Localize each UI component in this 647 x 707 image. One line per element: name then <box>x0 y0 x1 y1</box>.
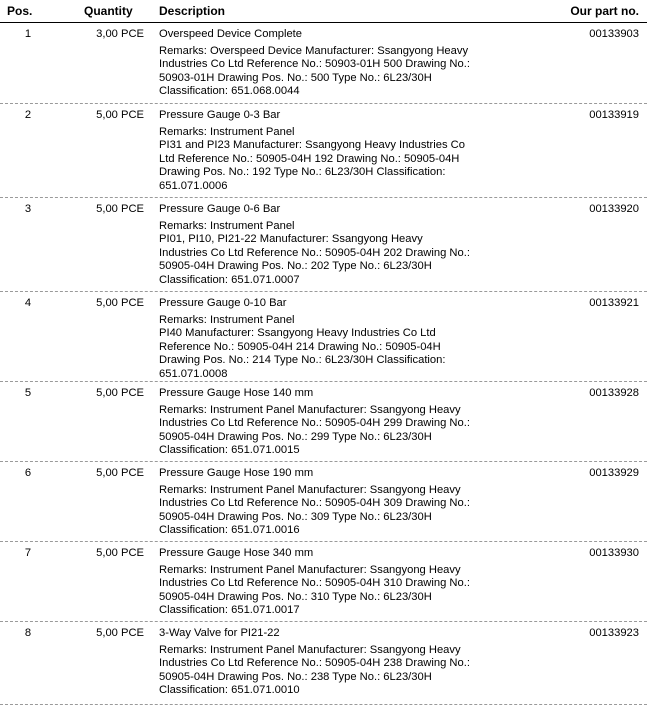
item-remarks <box>159 126 494 194</box>
row-part-no: 00133930 <box>589 547 639 559</box>
remarks-line: Classification: 651.071.0015 <box>159 444 300 456</box>
header-pos: Pos. <box>7 4 33 18</box>
remarks-line: Remarks: Instrument Panel Manufacturer: Ssangyong Heavy <box>159 403 461 416</box>
remarks-line: Remarks: Instrument Panel Manufacturer: Ssangyong Heavy <box>159 563 461 576</box>
row-pos: 7 <box>24 547 32 559</box>
remarks-line: 50903-01H Drawing Pos. No.: 500 Type No.: 6L23/30H <box>159 71 432 84</box>
remarks-line: 50905-04H Drawing Pos. No.: 310 Type No.: 6L23/30H <box>159 590 432 603</box>
remarks-line: Drawing Pos. No.: 192 Type No.: 6L23/30H Classification: <box>159 166 446 178</box>
table-row <box>0 622 647 705</box>
item-title: Pressure Gauge Hose 190 mm <box>159 467 314 479</box>
row-quantity: 5,00 PCE <box>96 547 144 559</box>
item-title: 3-Way Valve for PI21-22 <box>159 627 280 639</box>
row-pos: 3 <box>24 203 32 215</box>
remarks-line: Remarks: Instrument Panel <box>159 313 295 326</box>
item-remarks <box>159 404 494 458</box>
item-remarks <box>159 484 494 538</box>
remarks-line: Remarks: Overspeed Device Manufacturer: Ssangyong Heavy <box>159 44 469 57</box>
table-row <box>0 462 647 542</box>
row-part-no: 00133903 <box>589 28 639 40</box>
header-quantity: Quantity <box>84 4 133 18</box>
row-quantity: 3,00 PCE <box>96 28 144 40</box>
remarks-line: Industries Co Ltd Reference No.: 50905-04H 238 Drawing No.: <box>159 657 470 669</box>
table-row <box>0 198 647 292</box>
item-title: Overspeed Device Complete <box>159 28 303 40</box>
remarks-line: 651.071.0008 <box>159 367 228 380</box>
item-remarks <box>159 564 494 618</box>
row-description <box>159 297 494 381</box>
row-pos: 6 <box>24 467 32 479</box>
row-quantity: 5,00 PCE <box>96 203 144 215</box>
row-pos: 2 <box>24 109 32 121</box>
row-quantity: 5,00 PCE <box>96 467 144 479</box>
remarks-line: Remarks: Instrument Panel <box>159 219 295 232</box>
remarks-line: 50905-04H Drawing Pos. No.: 202 Type No.: 6L23/30H <box>159 260 432 272</box>
remarks-line: Classification: 651.071.0010 <box>159 684 300 696</box>
remarks-line: PI01, PI10, PI21-22 Manufacturer: Ssangyong Heavy <box>159 233 423 245</box>
table-row <box>0 382 647 462</box>
table-row <box>0 104 647 198</box>
remarks-line: Industries Co Ltd Reference No.: 50905-04H 309 Drawing No.: <box>159 497 470 509</box>
item-title: Pressure Gauge 0-3 Bar <box>159 109 281 121</box>
remarks-line: 651.071.0006 <box>159 179 228 192</box>
remarks-line: Drawing Pos. No.: 214 Type No.: 6L23/30H Classification: <box>159 354 446 366</box>
row-part-no: 00133928 <box>589 387 639 399</box>
header-part-no: Our part no. <box>570 4 639 18</box>
row-quantity: 5,00 PCE <box>96 109 144 121</box>
remarks-line: Classification: 651.071.0007 <box>159 273 300 286</box>
remarks-line: Reference No.: 50905-04H 214 Drawing No.: 50905-04H <box>159 340 441 353</box>
item-title: Pressure Gauge 0-6 Bar <box>159 203 281 215</box>
row-part-no: 00133920 <box>589 203 639 215</box>
remarks-line: PI40 Manufacturer: Ssangyong Heavy Industries Co Ltd <box>159 327 436 339</box>
row-description <box>159 387 494 458</box>
row-description <box>159 467 494 538</box>
remarks-line: 50905-04H Drawing Pos. No.: 299 Type No.: 6L23/30H <box>159 430 432 443</box>
remarks-line: Remarks: Instrument Panel <box>159 125 295 138</box>
row-quantity: 5,00 PCE <box>96 387 144 399</box>
row-description <box>159 627 494 698</box>
table-row <box>0 23 647 104</box>
row-part-no: 00133929 <box>589 467 639 479</box>
row-part-no: 00133923 <box>589 627 639 639</box>
remarks-line: Ltd Reference No.: 50905-04H 192 Drawing No.: 50905-04H <box>159 152 460 165</box>
row-quantity: 5,00 PCE <box>96 297 144 309</box>
item-title: Pressure Gauge Hose 140 mm <box>159 387 314 399</box>
row-description <box>159 28 494 99</box>
row-pos: 8 <box>24 627 32 639</box>
header-description: Description <box>159 4 226 18</box>
remarks-line: 50905-04H Drawing Pos. No.: 238 Type No.: 6L23/30H <box>159 670 432 683</box>
remarks-line: PI31 and PI23 Manufacturer: Ssangyong Heavy Industries Co <box>159 139 465 151</box>
item-title: Pressure Gauge Hose 340 mm <box>159 547 314 559</box>
row-pos: 4 <box>24 297 32 309</box>
remarks-line: Remarks: Instrument Panel Manufacturer: Ssangyong Heavy <box>159 483 461 496</box>
remarks-line: 50905-04H Drawing Pos. No.: 309 Type No.: 6L23/30H <box>159 510 432 523</box>
table-row <box>0 292 647 382</box>
row-description <box>159 547 494 618</box>
remarks-line: Industries Co Ltd Reference No.: 50905-04H 310 Drawing No.: <box>159 577 470 589</box>
row-quantity: 5,00 PCE <box>96 627 144 639</box>
item-title: Pressure Gauge 0-10 Bar <box>159 297 287 309</box>
remarks-line: Industries Co Ltd Reference No.: 50903-01H 500 Drawing No.: <box>159 58 470 70</box>
table-header <box>0 0 647 23</box>
row-part-no: 00133919 <box>589 109 639 121</box>
row-pos: 5 <box>24 387 32 399</box>
item-remarks <box>159 45 494 99</box>
remarks-line: Remarks: Instrument Panel Manufacturer: Ssangyong Heavy <box>159 643 461 656</box>
remarks-line: Industries Co Ltd Reference No.: 50905-04H 202 Drawing No.: <box>159 246 470 259</box>
remarks-line: Industries Co Ltd Reference No.: 50905-04H 299 Drawing No.: <box>159 417 470 429</box>
remarks-line: Classification: 651.068.0044 <box>159 85 300 97</box>
row-description <box>159 203 494 287</box>
item-remarks <box>159 314 494 382</box>
row-pos: 1 <box>24 28 32 40</box>
row-part-no: 00133921 <box>589 297 639 309</box>
remarks-line: Classification: 651.071.0017 <box>159 604 300 616</box>
row-description <box>159 109 494 193</box>
item-remarks <box>159 220 494 288</box>
item-remarks <box>159 644 494 698</box>
table-row <box>0 542 647 622</box>
remarks-line: Classification: 651.071.0016 <box>159 524 300 536</box>
